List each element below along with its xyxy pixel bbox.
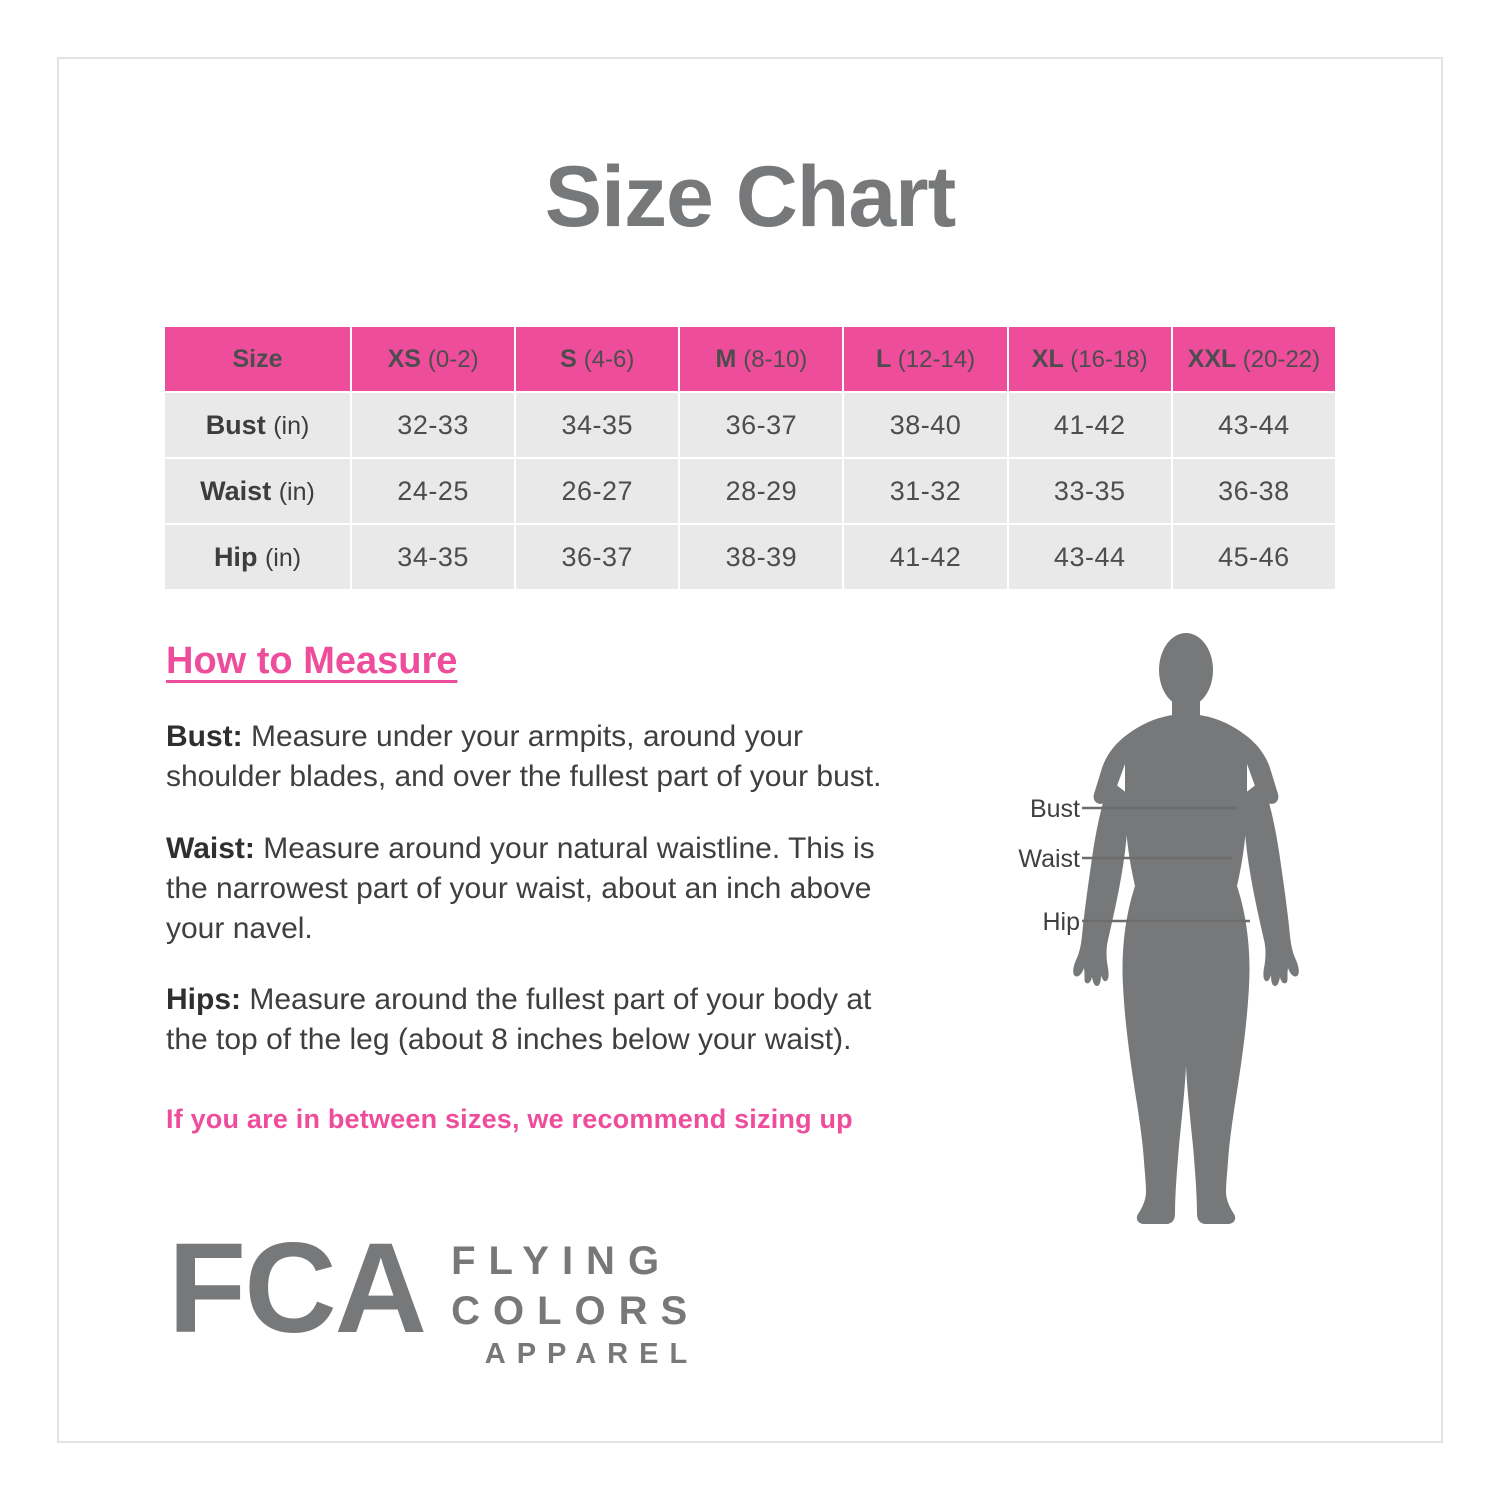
figure-label-hip: Hip (1042, 908, 1080, 936)
measure-term-hips: Hips: (166, 983, 241, 1017)
figure-label-bust: Bust (1029, 795, 1080, 823)
size-table (163, 325, 1337, 591)
column-header-l-range: (12-14) (897, 345, 976, 373)
column-header-s-label: S (560, 344, 577, 373)
cell-waist-s: 26-27 (516, 459, 678, 523)
column-header-size-label: Size (232, 344, 283, 373)
cell-waist-xs: 24-25 (352, 459, 514, 523)
cell-waist-m: 28-29 (680, 459, 842, 523)
column-header-xs-range: (0-2) (427, 345, 479, 373)
row-header-waist-label: Waist (200, 475, 272, 506)
column-header-xs-label: XS (387, 344, 421, 373)
how-to-measure-title: How to Measure (166, 640, 458, 682)
cell-bust-xs: 32-33 (352, 393, 514, 457)
cell-hip-l: 41-42 (844, 525, 1006, 589)
cell-waist-xxl: 36-38 (1173, 459, 1335, 523)
cell-bust-m: 36-37 (680, 393, 842, 457)
column-header-l-label: L (875, 344, 891, 373)
table-row (165, 393, 1335, 457)
size-table-container (163, 325, 1337, 591)
column-header-m-label: M (715, 344, 737, 373)
column-header-xxl-range: (20-22) (1242, 345, 1321, 373)
body-measurement-figure (960, 630, 1380, 1310)
page-title: Size Chart (544, 149, 956, 245)
row-header-bust-unit: (in) (273, 411, 310, 440)
cell-bust-s: 34-35 (516, 393, 678, 457)
cell-waist-l: 31-32 (844, 459, 1006, 523)
figure-label-waist: Waist (1018, 845, 1080, 873)
cell-hip-s: 36-37 (516, 525, 678, 589)
column-header-xl-range: (16-18) (1070, 345, 1148, 373)
cell-bust-xxl: 43-44 (1173, 393, 1335, 457)
cell-bust-l: 38-40 (844, 393, 1006, 457)
measure-text-bust: Measure under your armpits, around your shoulder blades, and over the fullest part of your bust. (166, 720, 882, 793)
cell-hip-xs: 34-35 (352, 525, 514, 589)
measure-instruction-hips (166, 980, 911, 1060)
column-header-s (516, 327, 678, 391)
brand-logo (168, 1217, 701, 1374)
sizing-note: If you are in between sizes, we recommend sizing up (166, 1104, 853, 1135)
size-table-header (165, 327, 1335, 391)
measure-instruction-waist (166, 829, 911, 949)
cell-hip-xl: 43-44 (1009, 525, 1171, 589)
logo-monogram: FCA (168, 1217, 426, 1360)
column-header-xxl (1173, 327, 1335, 391)
row-header-waist (165, 459, 350, 523)
column-header-xl-label: XL (1031, 344, 1064, 373)
row-header-bust (165, 393, 350, 457)
measure-text-waist: Measure around your natural waistline. This is the narrowest part of your waist, about an inch above your navel. (166, 831, 875, 945)
column-header-xxl-label: XXL (1187, 344, 1236, 373)
column-header-xl (1009, 327, 1171, 391)
table-header-row (165, 327, 1335, 391)
how-to-measure-section (166, 640, 926, 1135)
logo-line-flying: FLYING (451, 1239, 673, 1283)
row-header-hip (165, 525, 350, 589)
row-header-waist-unit: (in) (278, 477, 315, 506)
row-header-bust-label: Bust (205, 409, 266, 440)
measure-term-waist: Waist: (166, 831, 255, 865)
measure-term-bust: Bust: (166, 720, 243, 753)
logo-wordmark (451, 1236, 700, 1374)
logo-line-apparel: APPAREL (484, 1338, 699, 1370)
column-header-m-range: (8-10) (743, 345, 808, 373)
cell-hip-m: 38-39 (680, 525, 842, 589)
table-row (165, 459, 1335, 523)
cell-waist-xl: 33-35 (1009, 459, 1171, 523)
size-table-body (165, 393, 1335, 589)
column-header-m (680, 327, 842, 391)
column-header-size (165, 327, 350, 391)
logo-line-colors: COLORS (451, 1289, 701, 1333)
cell-hip-xxl: 45-46 (1173, 525, 1335, 589)
measure-instruction-bust (166, 717, 911, 797)
figure-labels (960, 630, 1380, 1310)
column-header-xs (352, 327, 514, 391)
table-row (165, 525, 1335, 589)
row-header-hip-label: Hip (213, 541, 258, 572)
column-header-s-range: (4-6) (583, 345, 635, 373)
cell-bust-xl: 41-42 (1009, 393, 1171, 457)
column-header-l (844, 327, 1006, 391)
row-header-hip-unit: (in) (264, 543, 302, 572)
measure-text-hips: Measure around the fullest part of your body at the top of the leg (about 8 inches below your waist). (166, 983, 872, 1057)
